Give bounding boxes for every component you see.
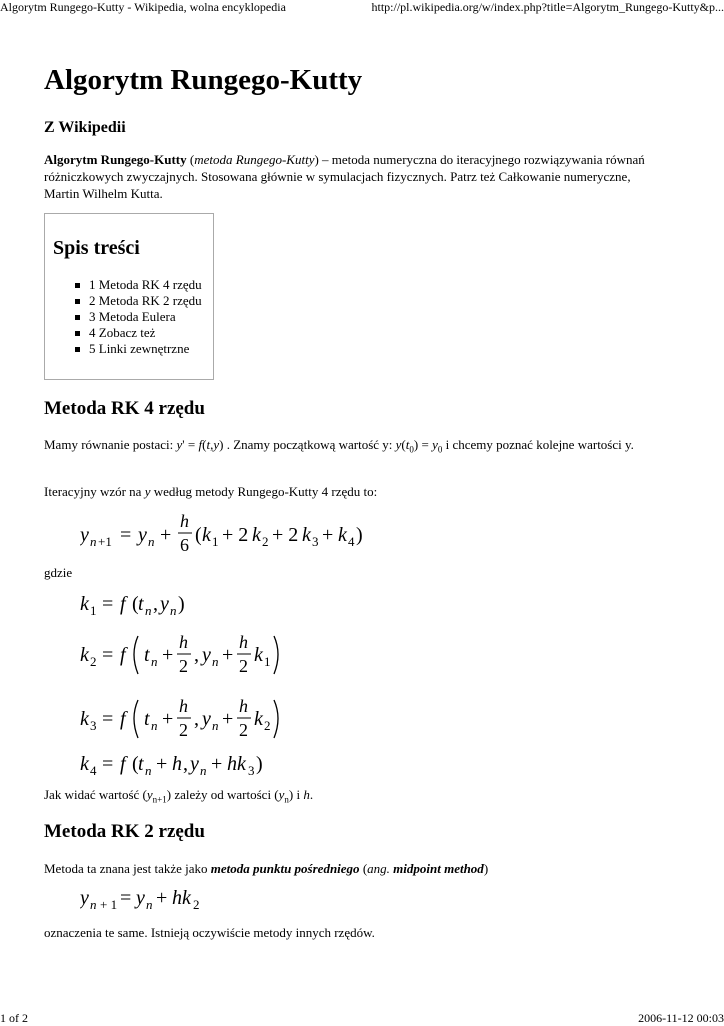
formula-k2-svg	[80, 626, 310, 682]
toc-title: Spis treści	[53, 237, 140, 259]
svg-text:3: 3	[312, 534, 319, 549]
svg-text:+: +	[222, 708, 234, 730]
midpoint-english-term: midpoint method	[393, 861, 484, 876]
svg-text:n: n	[146, 897, 153, 912]
math-var: y	[213, 437, 220, 452]
svg-text:y: y	[80, 524, 89, 546]
where-label: gdzie	[44, 565, 73, 580]
svg-text:3: 3	[90, 718, 97, 733]
svg-text:k: k	[302, 524, 311, 546]
svg-text:+1: +1	[98, 534, 112, 549]
iteration-text: Iteracyjny wzór na	[44, 484, 145, 499]
section-heading-rk4: Metoda RK 4 rzędu	[44, 398, 205, 419]
toc-list	[89, 277, 202, 357]
toc-item[interactable]	[89, 277, 202, 293]
toc-link[interactable]: 5 Linki zewnętrzne	[89, 341, 190, 356]
svg-text:+: +	[222, 644, 234, 666]
toc-item[interactable]	[89, 293, 202, 309]
formula-rk2-svg	[80, 884, 240, 916]
svg-text:(: (	[195, 524, 202, 546]
equation-text: . Znamy początkową wartość y:	[223, 437, 396, 452]
math-sub: 0	[437, 444, 443, 455]
midpoint-paragraph	[44, 860, 488, 877]
math-var: h	[303, 787, 310, 802]
svg-text:hk: hk	[172, 887, 191, 909]
dependency-note	[44, 786, 313, 809]
page-subtitle: Z Wikipedii	[44, 119, 126, 136]
svg-text:n: n	[200, 763, 207, 778]
iteration-text: według metody Rungego-Kutty 4 rzędu to:	[150, 484, 378, 499]
formula-k1-svg	[80, 588, 280, 622]
page-number: 1 of 2	[0, 1011, 28, 1025]
svg-text:y: y	[202, 708, 211, 730]
formula-rk2	[80, 884, 240, 921]
svg-text:y: y	[160, 593, 169, 615]
note-text: ) zależy od wartości (	[166, 787, 279, 802]
section-heading-rk2: Metoda RK 2 rzędu	[44, 821, 205, 842]
svg-text:=: =	[120, 887, 132, 909]
svg-text:t: t	[144, 708, 150, 730]
svg-text:h: h	[180, 511, 189, 531]
svg-text:h: h	[179, 632, 188, 652]
svg-text:6: 6	[180, 535, 189, 555]
math-var: y	[146, 787, 153, 802]
svg-text:f: f	[120, 753, 126, 775]
note-text: Jak widać wartość (	[44, 787, 147, 802]
svg-text:n: n	[212, 718, 219, 733]
svg-text:=: =	[120, 524, 132, 546]
formula-k4	[80, 748, 320, 787]
svg-text:k: k	[254, 708, 263, 730]
formula-k4-svg	[80, 748, 320, 782]
svg-text:(: (	[132, 593, 139, 615]
note-text: .	[309, 787, 314, 802]
svg-text:h: h	[239, 696, 248, 716]
svg-text:+: +	[322, 524, 334, 546]
svg-text:t: t	[144, 644, 150, 666]
svg-text:2: 2	[90, 654, 97, 669]
intro-paragraph	[44, 151, 669, 202]
formula-rk4	[80, 510, 380, 561]
math-op: )	[219, 437, 224, 452]
svg-text:n: n	[145, 763, 152, 778]
equation-text: i chcemy poznać kolejne wartości y.	[442, 437, 634, 452]
svg-text:): )	[256, 753, 263, 775]
svg-text:n: n	[90, 534, 97, 549]
svg-text:f: f	[120, 593, 126, 615]
intro-text: ) – metoda numeryczna do iteracyjnego rozwiązywania równań różniczkowych zwyczajnych. Stosowana głównie w symulacjach fizycznych. Patrz też Całkowanie numeryczne, Martin Wilhelm Kutta.	[44, 152, 645, 201]
svg-text:1: 1	[264, 654, 271, 669]
math-var: t	[206, 437, 211, 452]
intro-bold-term: Algorytm Rungego-Kutty	[44, 152, 187, 167]
math-var: y	[432, 437, 438, 452]
toc-link[interactable]: 1 Metoda RK 4 rzędu	[89, 277, 202, 292]
table-of-contents	[44, 213, 214, 380]
svg-text:=: =	[102, 593, 114, 615]
math-sub: n+1	[152, 794, 167, 805]
svg-text:+: +	[162, 644, 174, 666]
svg-text:k: k	[80, 753, 89, 775]
math-var: f	[198, 437, 203, 452]
intro-italic-term: metoda Rungego-Kutty	[194, 152, 315, 167]
math-sub: 0	[409, 444, 414, 455]
svg-text:+: +	[162, 708, 174, 730]
svg-text:h: h	[239, 632, 248, 652]
math-op: (	[401, 437, 406, 452]
svg-text:=: =	[102, 753, 114, 775]
svg-text:y: y	[138, 524, 147, 546]
formula-k1	[80, 588, 280, 627]
print-datetime: 2006-11-12 00:03	[638, 1011, 724, 1025]
math-op: (	[202, 437, 207, 452]
svg-text:k: k	[80, 644, 89, 666]
toc-link[interactable]: 4 Zobacz też	[89, 325, 156, 340]
svg-text:2: 2	[239, 720, 248, 740]
midpoint-text: )	[483, 861, 489, 876]
svg-text:f: f	[120, 644, 126, 666]
svg-text:y: y	[190, 753, 199, 775]
svg-text:2: 2	[264, 718, 271, 733]
math-var: y	[144, 484, 151, 499]
math-var: y	[395, 437, 402, 452]
svg-text:,: ,	[153, 593, 158, 615]
svg-text:+: +	[156, 753, 168, 775]
svg-text:n: n	[90, 897, 97, 912]
svg-text:k: k	[80, 708, 89, 730]
svg-text:k: k	[202, 524, 211, 546]
svg-text:3: 3	[248, 763, 255, 778]
svg-text:): )	[178, 593, 185, 615]
svg-text:2: 2	[262, 534, 269, 549]
math-var: t	[405, 437, 410, 452]
svg-text:y: y	[136, 887, 145, 909]
svg-text:k: k	[254, 644, 263, 666]
intro-paren: (	[186, 152, 195, 167]
svg-text:2: 2	[239, 656, 248, 676]
svg-text:1: 1	[212, 534, 219, 549]
svg-text:+ 2: + 2	[272, 524, 299, 546]
math-var: y	[278, 787, 285, 802]
svg-text:2: 2	[179, 720, 188, 740]
svg-text:4: 4	[348, 534, 355, 549]
formula-rk4-svg	[80, 510, 380, 556]
svg-text:h: h	[172, 753, 182, 775]
midpoint-term: metoda punktu pośredniego	[210, 861, 360, 876]
svg-text:y: y	[202, 644, 211, 666]
svg-text:n: n	[145, 603, 152, 618]
svg-text:+: +	[160, 524, 172, 546]
article-content	[44, 58, 684, 940]
svg-text:n: n	[170, 603, 177, 618]
math-var: y	[176, 437, 183, 452]
equation-text: Mamy równanie postaci:	[44, 437, 177, 452]
svg-text:2: 2	[193, 897, 200, 912]
svg-text:(: (	[132, 753, 139, 775]
svg-text:y: y	[80, 887, 89, 909]
svg-text:f: f	[120, 708, 126, 730]
closing-paragraph: oznaczenia te same. Istnieją oczywiście metody innych rzędów.	[44, 925, 375, 940]
equation-paragraph	[44, 436, 684, 459]
svg-text:t: t	[138, 593, 144, 615]
svg-text:k: k	[252, 524, 261, 546]
svg-text:,: ,	[194, 644, 199, 666]
svg-text:t: t	[138, 753, 144, 775]
svg-text:4: 4	[90, 763, 97, 778]
svg-text:=: =	[102, 644, 114, 666]
svg-text:k: k	[80, 593, 89, 615]
svg-text:n: n	[212, 654, 219, 669]
svg-text:+: +	[211, 753, 223, 775]
toc-item[interactable]	[89, 325, 202, 341]
formula-k3-svg	[80, 690, 310, 746]
svg-text:): )	[356, 524, 363, 546]
toc-item[interactable]	[89, 341, 202, 357]
toc-link[interactable]: 3 Metoda Eulera	[89, 309, 176, 324]
svg-text:h: h	[179, 696, 188, 716]
svg-text:+ 2: + 2	[222, 524, 249, 546]
toc-link[interactable]: 2 Metoda RK 2 rzędu	[89, 293, 202, 308]
page-title: Algorytm Rungego-Kutty	[44, 64, 363, 96]
midpoint-ang: ang.	[367, 861, 390, 876]
midpoint-text: (	[359, 861, 368, 876]
svg-text:n: n	[151, 718, 158, 733]
print-header-url: http://pl.wikipedia.org/w/index.php?title=Algorytm_Rungego-Kutty&p...	[371, 0, 724, 14]
svg-text:+: +	[156, 887, 168, 909]
toc-item[interactable]	[89, 309, 202, 325]
print-header-title: Algorytm Rungego-Kutty - Wikipedia, wolna encyklopedia	[0, 0, 286, 14]
midpoint-text: Metoda ta znana jest także jako	[44, 861, 211, 876]
svg-text:1: 1	[90, 603, 97, 618]
svg-text:=: =	[102, 708, 114, 730]
note-text: ) i	[288, 787, 304, 802]
svg-text:k: k	[338, 524, 347, 546]
svg-text:,: ,	[183, 753, 188, 775]
formula-k3	[80, 690, 310, 751]
svg-text:n: n	[148, 534, 155, 549]
svg-text:+ 1: + 1	[100, 897, 118, 912]
math-sub: n	[284, 794, 289, 805]
svg-text:2: 2	[179, 656, 188, 676]
math-op: ,	[210, 437, 214, 452]
svg-text:n: n	[151, 654, 158, 669]
iteration-paragraph	[44, 483, 377, 500]
math-op: ) =	[413, 437, 433, 452]
math-op: ' =	[182, 437, 199, 452]
svg-text:,: ,	[194, 708, 199, 730]
svg-text:hk: hk	[227, 753, 246, 775]
formula-k2	[80, 626, 310, 687]
